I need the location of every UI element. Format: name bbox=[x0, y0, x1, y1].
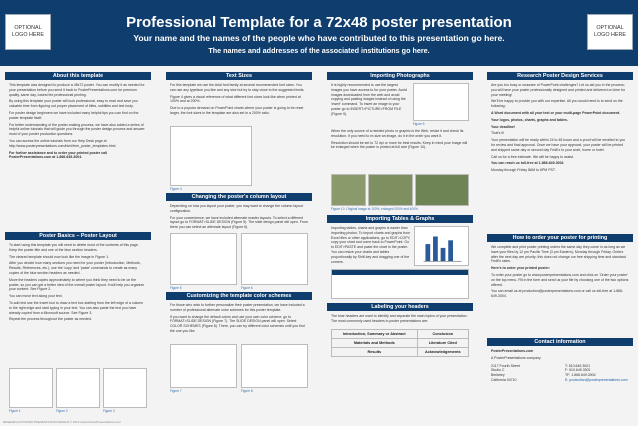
header-names-table bbox=[331, 329, 469, 357]
research-p5: Call us for a free estimate. We will be happy to assist. bbox=[491, 154, 574, 159]
figure-10-image-100 bbox=[331, 174, 366, 206]
research-p1: Are you too busy or unaware of PowerPoint challenges? Let us aid you in the process; you will have your poster professionally designed and printed and delivered on time for your meeting! bbox=[491, 83, 626, 97]
research-bullet: Your deadline! bbox=[491, 124, 516, 129]
poster-basics-text bbox=[5, 240, 151, 368]
research-bullet: Your logos, photos, charts, graphs and tables. bbox=[491, 117, 568, 122]
figure-4-image bbox=[170, 126, 252, 186]
photos-p1: It is highly recommended to use the largest images you have access to for your poster. Avoid images downloaded from the web and avoid copying and pasting images instead of using the 'insert' command. To insert an image to your poster go to INSERT>PICTURE>FROM FILE (Figure 9). bbox=[331, 83, 408, 116]
figure-7-image bbox=[170, 344, 237, 388]
photos-text-2 bbox=[327, 126, 473, 174]
column-1 bbox=[5, 72, 151, 420]
sample-table bbox=[331, 269, 469, 299]
text-sizes-text bbox=[166, 80, 312, 126]
figure-3-caption: Figure 3 bbox=[103, 409, 115, 413]
figure-2-caption: Figure 2 bbox=[56, 409, 68, 413]
research-p3: That's it! bbox=[491, 131, 505, 136]
figure-10-images bbox=[327, 174, 473, 206]
sizes-p1: For this template we use the Arial font family at several recommended font sizes. You can use any typeface you like and any size but try to stay close to the suggested limits. bbox=[170, 83, 305, 92]
bar-chart-graphic bbox=[414, 226, 469, 266]
figure-10-image-200 bbox=[368, 174, 413, 206]
figure-7-caption: Figure 7 bbox=[170, 389, 182, 393]
figure-9-image bbox=[413, 83, 469, 121]
optional-logo-left: OPTIONAL LOGO HERE bbox=[5, 14, 51, 50]
section-header-importing-tables: Importing Tables & Graphs bbox=[327, 215, 473, 223]
section-header-column-layout: Changing the poster's column layout bbox=[166, 193, 312, 201]
research-p6: You can reach us toll-free at 1-866-649-3004 bbox=[491, 161, 564, 166]
section-header-research: Research Poster Design Services bbox=[487, 72, 633, 80]
tables-text bbox=[331, 226, 411, 266]
column-4 bbox=[487, 72, 633, 420]
photos-p3: Resolution should be set to 72 dpi or more for best results. Keep in mind your image will be enlarged when the poster is printed at full size (Figure 10). bbox=[331, 140, 468, 150]
figure-5-caption: Figure 5 bbox=[170, 286, 182, 290]
photos-text-1 bbox=[331, 83, 410, 126]
poster-header bbox=[0, 0, 638, 66]
basics-figures bbox=[5, 368, 151, 413]
order-p3: To order your poster go to www.posterpresentations.com and click on 'Order your poster' on the top menu. Fill in the form and send us your file by choosing one of the two options offered. bbox=[491, 272, 629, 287]
order-p2: Here's to order your printed poster: bbox=[491, 266, 550, 271]
labeling-p1: The blue headers are used to identify and separate the main topics of your presentation. The most commonly used headers in poster presentations are: bbox=[331, 314, 468, 324]
basics-p7: Repeat the process throughout the poster as needed. bbox=[9, 317, 92, 322]
address-line: Studio C bbox=[491, 368, 505, 373]
order-p4: You can email us at production@posterpresentations.com or call us toll-free at 1-866-649-3004. bbox=[491, 289, 624, 299]
contact-company: PosterPresentations.com bbox=[491, 349, 534, 353]
basics-p3: After you decide how many sections you need for your poster (Introduction, Methods, Results, References, etc.), use the 'copy' and 'paste' commands to create as many copies of the blue section headers as needed. bbox=[9, 261, 141, 275]
table-cell: Materials and Methods bbox=[332, 338, 418, 347]
figure-2-image bbox=[56, 368, 100, 408]
phone-line: F: 510.649.3301 bbox=[565, 368, 591, 373]
figure-6-caption: Figure 6 bbox=[241, 286, 253, 290]
labeling-text bbox=[327, 311, 473, 329]
basics-p5: You can move text along your text. bbox=[9, 294, 63, 299]
about-p4: For better understanding of the poster-making process, we have also added a series of helpful online tutorials that will guide you through the poster design process and answer most of your poster production questions. bbox=[9, 122, 145, 137]
figure-10-caption: Figure 10. Original image at 100%, enlarged 200% and 400%. bbox=[331, 207, 419, 211]
color-p1: For those who wish to further personalize their poster presentation, we have included a number of professional alternate color schemes for this poster template. bbox=[170, 303, 305, 312]
figure-1-image bbox=[9, 368, 53, 408]
section-header-labeling: Labeling your headers bbox=[327, 303, 473, 311]
basics-p6: To add text use the Insert tool to draw a text box starting from the left edge of a column to the right edge and start typing in your text. You can also paste the text you have already copied from a Microsoft source. See Figure 3. bbox=[9, 300, 144, 315]
research-text bbox=[487, 80, 633, 234]
section-header-about: About this template bbox=[5, 72, 151, 80]
about-text bbox=[5, 80, 151, 232]
phone-line: TF: 1.866.649.3004 bbox=[565, 373, 596, 378]
section-header-color-schemes: Customizing the template color schemes bbox=[166, 292, 312, 300]
tables-p1: Importing tables, charts and graphs is easier than importing photos. To import charts and graphs from Excel files or other applications, go to EDIT>COPY, copy your chart and come back to PowerPoint. Go to EDIT>PASTE and paste the chart in the poster. You can resize your charts and tables proportionally by Shift-key and dragging one of the corners. bbox=[331, 226, 411, 264]
sizes-p2: Figure 4 gives a visual reference of what different font sizes look like when printed at 100% and at 200%. bbox=[170, 94, 301, 104]
about-p6: For further assistance and to order your printed poster call PosterPresentations.com at 1-866-649-3004. bbox=[9, 150, 108, 160]
poster-title: Professional Template for a 72x48 poster presentation bbox=[126, 14, 512, 31]
contact-phones bbox=[565, 364, 629, 383]
optional-logo-right: OPTIONAL LOGO HERE bbox=[587, 14, 633, 50]
column-layout-text bbox=[166, 201, 312, 233]
phone-line: T: 510.649.3001 bbox=[565, 363, 591, 368]
contact-tagline: A PosterPresentations company bbox=[491, 355, 541, 360]
layout-p2: For your convenience, we have included alternate master layouts. To select a different layout go to FORMAT>SLIDE DESIGN (Figure 5). The slide design panel will open. From there you can select an alternate layout (Figure 6). bbox=[170, 215, 308, 230]
basics-p4: Move the headers copies approximately to where you think they need to be on the poster, so you can get a better idea of the overall poster layout. It will help you organize your content. See Figure 2. bbox=[9, 277, 145, 292]
table-cell: Results bbox=[332, 347, 418, 356]
figure-3-image bbox=[103, 368, 147, 408]
contact-text bbox=[487, 346, 633, 386]
column-3 bbox=[327, 72, 473, 420]
figure-9-caption: Figure 9 bbox=[412, 122, 425, 126]
color-scheme-text bbox=[166, 300, 312, 344]
color-p2: If you want to change the default colors and use your own color scheme, go to FORMAT>SLIDE DESIGN (Figure 7). The SLIDE DESIGN panel will open. Select COLOR SCHEMES (Figure 8). There, you can try different color schemes until you find the one you like. bbox=[170, 314, 305, 333]
about-p3: For poster design beginners we have included many helpful tips you can find on the poster template itself. bbox=[9, 110, 139, 120]
section-header-contact: Contact information bbox=[487, 338, 633, 346]
table-cell: Conclusion bbox=[417, 329, 468, 338]
basics-p2: The cleared template should now look like the image in Figure 1. bbox=[9, 254, 109, 259]
address-line: 2117 Fourth Street bbox=[491, 363, 520, 368]
research-bullet: A Word document with all your text or your multi-page PowerPoint document. bbox=[491, 110, 621, 115]
figure-8-caption: Figure 8 bbox=[241, 389, 253, 393]
poster-affiliation: The names and addresses of the associated institutions go here. bbox=[208, 46, 430, 55]
section-header-poster-basics: Poster Basics – Poster Layout bbox=[5, 232, 151, 240]
research-p7: Monday through Friday 8AM to 6PM PST. bbox=[491, 168, 556, 173]
layout-p1: Depending on how you layout your poster, you may want to change the column layout configuration. bbox=[170, 204, 303, 213]
contact-address bbox=[491, 364, 555, 383]
chart-svg bbox=[415, 227, 468, 265]
section-header-order: How to order your poster for printing bbox=[487, 234, 633, 242]
figure-10-image-400 bbox=[415, 174, 470, 206]
figure-4-caption: Figure 4 bbox=[170, 187, 182, 191]
address-line: California 94710 bbox=[491, 377, 517, 382]
footer-credit: RESEARCH POSTER PRESENTATION DESIGN © 2012 www.PosterPresentations.com bbox=[3, 420, 121, 424]
email-line: E: production@posterpresentations.com bbox=[565, 377, 628, 382]
order-p1: We complete and print poster printing orders the same day they come in as long as we have your files by 12 pm Pacific Time (3 pm Eastern), Monday through Friday. Orders after the next day are priority; this does not change our free shipping time and standard FedEx rates. bbox=[491, 245, 626, 264]
table-cell: Introduction, Summary or Abstract bbox=[332, 329, 418, 338]
photos-p2: When the only source of a needed photo or graphic is the Web, resize it and check its resolution. If you need to re-size an image, do it in the order you want it. bbox=[331, 129, 464, 138]
research-p2: We'll be happy to provide you with our expertise. All you would need is to send us the following: bbox=[491, 99, 623, 109]
table-cell: Acknowledgements bbox=[417, 347, 468, 356]
address-line: Berkeley bbox=[491, 373, 505, 378]
poster-authors: Your name and the names of the people who have contributed to this presentation go here. bbox=[133, 33, 505, 43]
table-cell: Literature Cited bbox=[417, 338, 468, 347]
figure-1-caption: Figure 1 bbox=[9, 409, 21, 413]
about-p2: By using this template your poster will look professional, easy to read and save you valuable time from figuring out proper placement of titles, subtitles and text body. bbox=[9, 99, 138, 109]
about-p5: You can access the online tutorials from our Help Desk page at http://www.posterpresentations.com/html/free_poster_templates.html bbox=[9, 138, 116, 148]
order-text bbox=[487, 242, 633, 338]
sizes-p3: Due to a popular demand on PowerPoint charts where your poster is going to be reset larger, the font sizes in the template are also set in a 200% ratio. bbox=[170, 106, 304, 115]
about-p1: This template was designed to produce a 48x72 poster. You can modify it as needed for your presentation before you send it back to PosterPresentations.com for premium quality, same day, lowest fee professional printing. bbox=[9, 83, 145, 97]
basics-p1: To start using this template you will need to delete most of the contents of this page. Keep the poster title and one of the blue section headers. bbox=[9, 243, 139, 252]
figure-5-image bbox=[170, 233, 237, 285]
column-2 bbox=[166, 72, 312, 420]
figure-6-image bbox=[241, 233, 308, 285]
figure-8-image bbox=[241, 344, 308, 388]
research-p4: Your presentation will be ready within 24 to 48 hours and a proof will be emailed to you for review and final approval. Once we have your approval, your poster will be printed and shipped same day or second day FedEx to your work, home or hotel. bbox=[491, 138, 626, 152]
section-header-text-sizes: Text Sizes bbox=[166, 72, 312, 80]
section-header-importing-photos: Importing Photographs bbox=[327, 72, 473, 80]
